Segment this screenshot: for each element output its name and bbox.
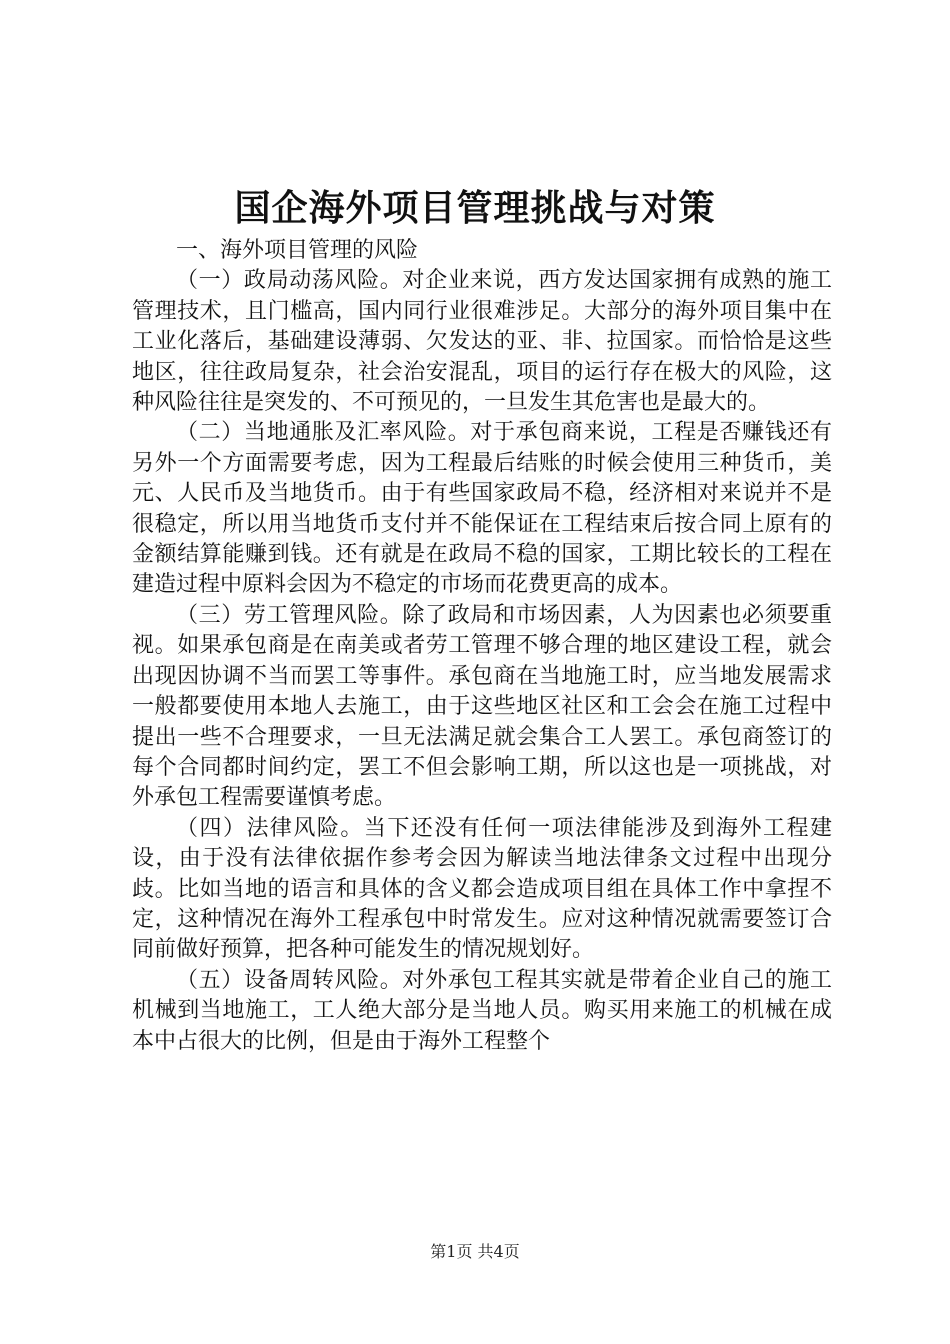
paragraph-political-risk: （一）政局动荡风险。对企业来说，西方发达国家拥有成熟的施工管理技术，且门槛高，国内同行业很难涉足。大部分的海外项目集中在工业化落后，基础建设薄弱、欠发达的亚、非、拉国家。而恰恰是这些地区，往往政局复杂，社会治安混乱，项目的运行存在极大的风险，这种风险往往是突发的、不可预见的，一旦发生其危害也是最大的。 xyxy=(132,268,832,416)
paragraph-legal-risk: （四）法律风险。当下还没有任何一项法律能涉及到海外工程建设，由于没有法律依据作参考会因为解读当地法律条文过程中出现分歧。比如当地的语言和具体的含义都会造成项目组在具体工作中拿捏不定，这种情况在海外工程承包中时常发生。应对这种情况就需要签订合同前做好预算，把各种可能发生的情况规划好。 xyxy=(132,815,832,963)
paragraph-inflation-exchange-risk: （二）当地通胀及汇率风险。对于承包商来说，工程是否赚钱还有另外一个方面需要考虑，因为工程最后结账的时候会使用三种货币，美元、人民币及当地货币。由于有些国家政局不稳，经济相对来说并不是很稳定，所以用当地货币支付并不能保证在工程结束后按合同上原有的金额结算能赚到钱。还有就是在政局不稳的国家，工期比较长的工程在建造过程中原料会因为不稳定的市场而花费更高的成本。 xyxy=(132,420,832,598)
document-body xyxy=(132,236,832,1057)
page-footer: 第1页 共4页 xyxy=(430,1242,520,1261)
document-title: 国企海外项目管理挑战与对策 xyxy=(234,187,716,229)
section-heading: 一、海外项目管理的风险 xyxy=(176,238,419,263)
paragraph-equipment-risk: （五）设备周转风险。对外承包工程其实就是带着企业自己的施工机械到当地施工，工人绝大部分是当地人员。购买用来施工的机械在成本中占很大的比例，但是由于海外工程整个 xyxy=(132,967,832,1054)
paragraph-labor-risk: （三）劳工管理风险。除了政局和市场因素，人为因素也必须要重视。如果承包商是在南美或者劳工管理不够合理的地区建设工程，就会出现因协调不当而罢工等事件。承包商在当地施工时，应当地发展需求一般都要使用本地人去施工，由于这些地区社区和工会会在施工过程中提出一些不合理要求，一旦无法满足就会集合工人罢工。承包商签订的每个合同都时间约定，罢工不但会影响工期，所以这也是一项挑战，对外承包工程需要谨慎考虑。 xyxy=(132,602,832,811)
